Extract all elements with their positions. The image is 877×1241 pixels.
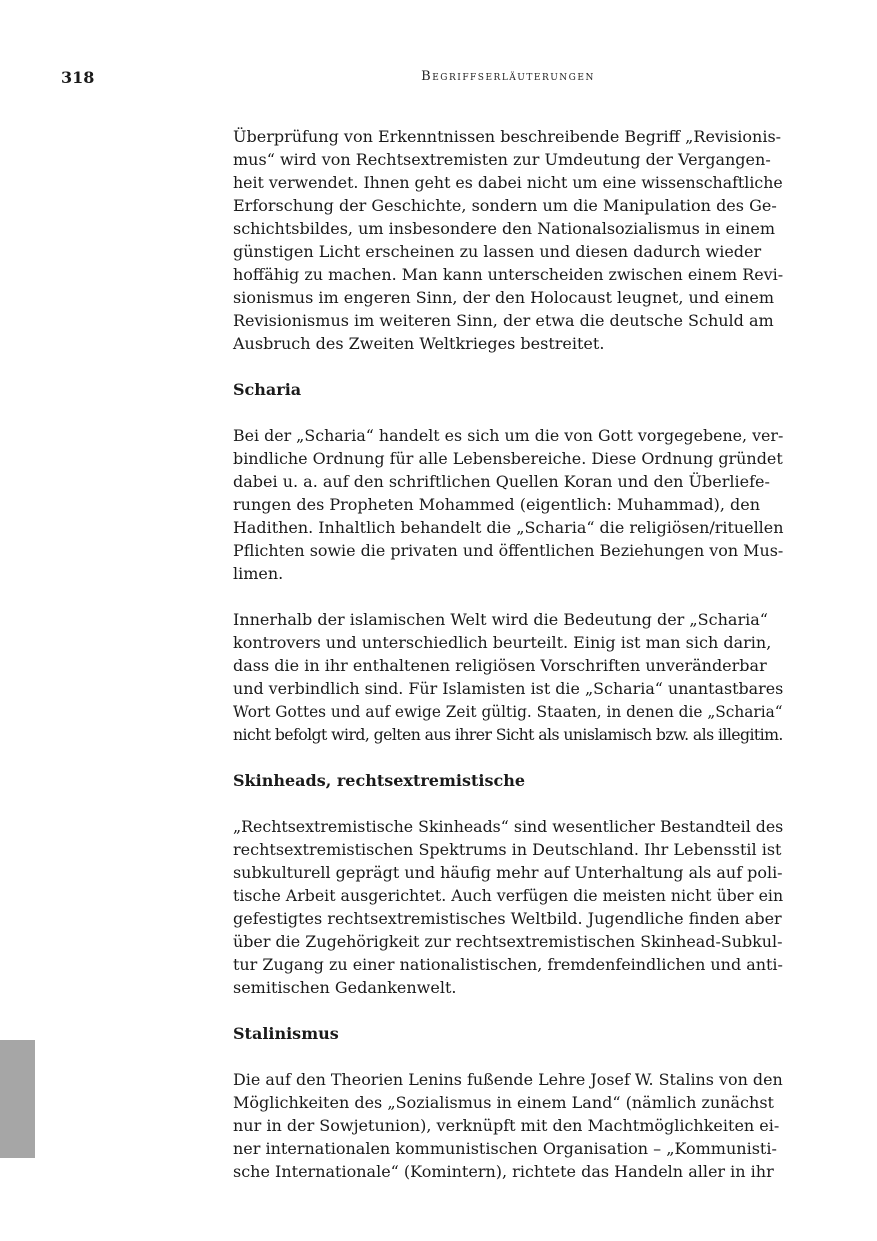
text-line: heit verwendet. Ihnen geht es dabei nicht um eine wissenschaftliche [233, 173, 783, 192]
text-line: Erforschung der Geschichte, sondern um die Manipulation des Ge- [233, 196, 777, 215]
text-line: rechtsextremistischen Spektrums in Deutschland. Ihr Lebensstil ist [233, 840, 782, 859]
text-line: mus“ wird von Rechtsextremisten zur Umdeutung der Vergangen- [233, 150, 771, 169]
paragraph [233, 424, 783, 585]
text-line: dass die in ihr enthaltenen religiösen Vorschriften unveränderbar [233, 656, 767, 675]
text-line: semitischen Gedankenwelt. [233, 978, 457, 997]
text-line: Wort Gottes und auf ewige Zeit gültig. Staaten, in denen die „Scharia“ [233, 702, 783, 721]
text-line: Überprüfung von Erkenntnissen beschreibende Begriff „Revisionis- [233, 127, 782, 146]
text-line: kontrovers und unterschiedlich beurteilt. Einig ist man sich darin, [233, 633, 772, 652]
text-line: schichtsbildes, um insbesondere den Nationalsozialismus in einem [233, 219, 776, 238]
chapter-marker-tab [0, 1040, 35, 1158]
text-line: Revisionismus im weiteren Sinn, der etwa die deutsche Schuld am [233, 311, 774, 330]
section-heading-stalinismus: Stalinismus [233, 1024, 339, 1043]
page-body [233, 125, 783, 1183]
text-line: bindliche Ordnung für alle Lebensbereiche. Diese Ordnung gründet [233, 449, 783, 468]
text-line: günstigen Licht erscheinen zu lassen und diesen dadurch wieder [233, 242, 762, 261]
text-line: tur Zugang zu einer nationalistischen, fremdenfeindlichen und anti- [233, 955, 783, 974]
section-heading-scharia: Scharia [233, 380, 302, 399]
text-line: hoffähig zu machen. Man kann unterscheiden zwischen einem Revi- [233, 265, 784, 284]
text-line: ner internationalen kommunistischen Organisation – „Kommunisti- [233, 1139, 777, 1158]
text-line: Innerhalb der islamischen Welt wird die Bedeutung der „Scharia“ [233, 610, 768, 629]
section-heading-skinheads: Skinheads, rechtsextremistische [233, 771, 526, 790]
paragraph [233, 1068, 783, 1183]
text-line: Möglichkeiten des „Sozialismus in einem Land“ (nämlich zunächst [233, 1093, 774, 1112]
text-line: sionismus im engeren Sinn, der den Holocaust leugnet, und einem [233, 288, 774, 307]
intro-paragraph [233, 125, 783, 355]
page-number: 318 [61, 68, 95, 87]
text-line: Ausbruch des Zweiten Weltkrieges bestreitet. [233, 334, 605, 353]
text-line: nur in der Sowjetunion), verknüpft mit den Machtmöglichkeiten ei- [233, 1116, 780, 1135]
text-line: Die auf den Theorien Lenins fußende Lehre Josef W. Stalins von den [233, 1070, 783, 1089]
running-header: Begriffserläuterungen [421, 69, 595, 84]
text-line: über die Zugehörigkeit zur rechtsextremistischen Skinhead-Subkul- [233, 932, 783, 951]
text-line: Bei der „Scharia“ handelt es sich um die von Gott vorgegebene, ver- [233, 426, 784, 445]
text-line: dabei u. a. auf den schriftlichen Quellen Koran und den Überliefe- [233, 472, 770, 491]
text-line: rungen des Propheten Mohammed (eigentlich: Muhammad), den [233, 495, 761, 514]
text-line: gefestigtes rechtsextremistisches Weltbild. Jugendliche finden aber [233, 909, 782, 928]
text-line: subkulturell geprägt und häufig mehr auf Unterhaltung als auf poli- [233, 863, 783, 882]
text-line: Hadithen. Inhaltlich behandelt die „Scharia“ die religiösen/rituellen [233, 518, 784, 537]
text-line: nicht befolgt wird, gelten aus ihrer Sicht als unislamisch bzw. als illegitim. [233, 725, 783, 744]
paragraph [233, 608, 783, 746]
paragraph [233, 815, 783, 999]
text-line: sche Internationale“ (Komintern), richtete das Handeln aller in ihr [233, 1162, 774, 1181]
text-line: tische Arbeit ausgerichtet. Auch verfügen die meisten nicht über ein [233, 886, 784, 905]
text-line: „Rechtsextremistische Skinheads“ sind wesentlicher Bestandteil des [233, 817, 784, 836]
text-line: Pflichten sowie die privaten und öffentlichen Beziehungen von Mus- [233, 541, 784, 560]
text-line: und verbindlich sind. Für Islamisten ist die „Scharia“ unantastbares [233, 679, 784, 698]
text-line: limen. [233, 564, 284, 583]
